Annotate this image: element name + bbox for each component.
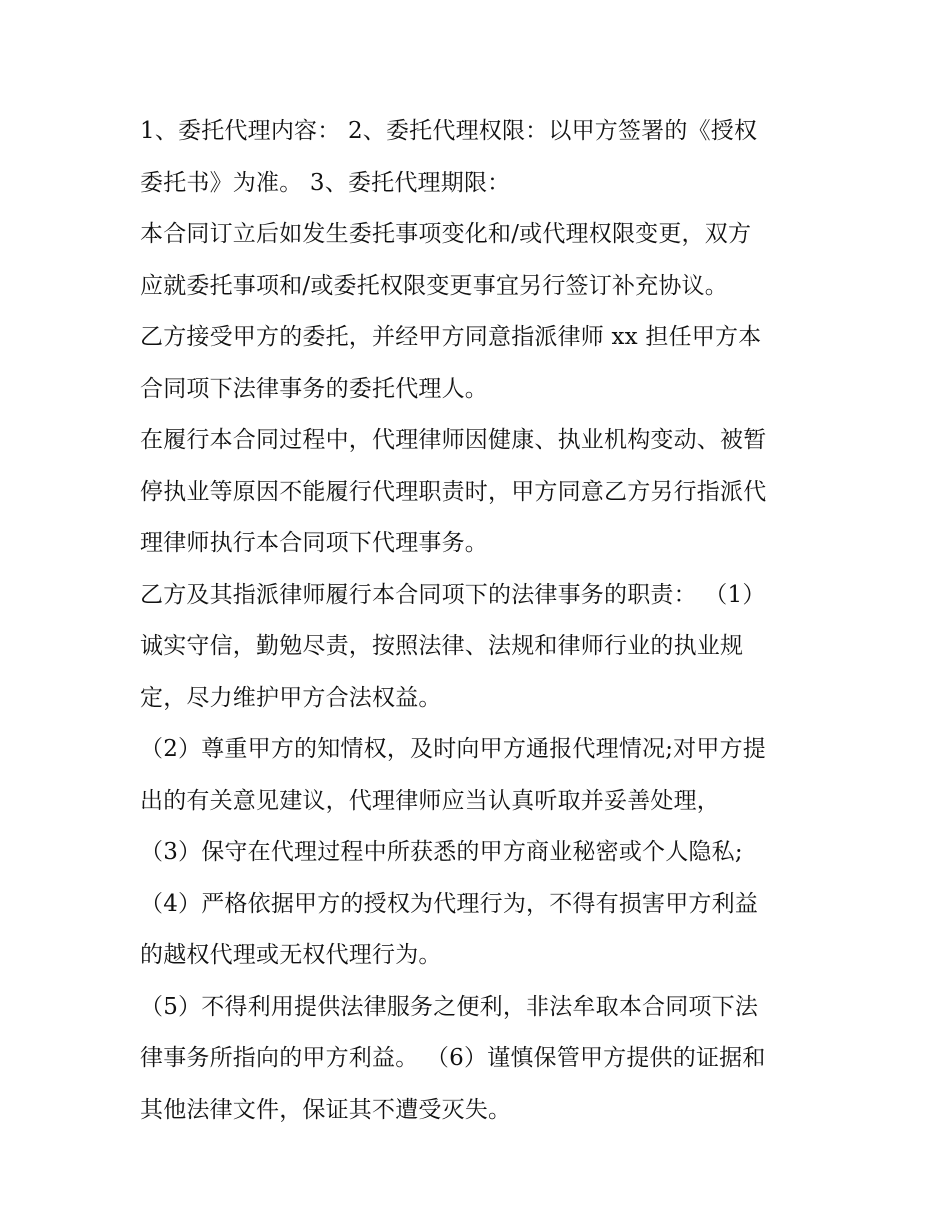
text-line-19: 律事务所指向的甲方利益。 （6）谨慎保管甲方提供的证据和 [140, 1045, 766, 1071]
text-line-4: 应就委托事项和/或委托权限变更事宜另行签订补充协议。 [140, 272, 728, 299]
text-line-1: 1、委托代理内容： 2、委托代理权限：以甲方签署的《授权 [140, 118, 758, 144]
text-line-7: 在履行本合同过程中，代理律师因健康、执业机构变动、被暂 [140, 427, 767, 453]
text-line-14: 出的有关意见建议，代理律师应当认真听取并妥善处理， [140, 787, 720, 814]
text-line-5: 乙方接受甲方的委托，并经甲方同意指派律师 xx 担任甲方本 [140, 324, 762, 350]
text-line-9: 理律师执行本合同项下代理事务。 [140, 530, 488, 556]
text-line-10: 乙方及其指派律师履行本合同项下的法律事务的职责： （1） [140, 581, 766, 608]
text-line-18: （5）不得利用提供法律服务之便利，非法牟取本合同项下法 [140, 993, 759, 1020]
text-line-8: 停执业等原因不能履行代理职责时，甲方同意乙方另行指派代 [140, 478, 767, 505]
text-line-6: 合同项下法律事务的委托代理人。 [140, 375, 488, 402]
text-line-12: 定，尽力维护甲方合法权益。 [140, 684, 442, 711]
text-line-17: 的越权代理或无权代理行为。 [140, 942, 442, 968]
text-line-3: 本合同订立后如发生委托事项变化和/或代理权限变更，双方 [140, 221, 752, 247]
text-line-11: 诚实守信，勤勉尽责，按照法律、法规和律师行业的执业规 [140, 633, 744, 659]
text-line-13: （2）尊重甲方的知情权，及时向甲方通报代理情况;对甲方提 [140, 736, 766, 762]
text-line-16: （4）严格依据甲方的授权为代理行为，不得有损害甲方利益 [140, 890, 759, 917]
text-line-20: 其他法律文件，保证其不遭受灭失。 [140, 1096, 512, 1123]
text-line-15: （3）保守在代理过程中所获悉的甲方商业秘密或个人隐私; [140, 839, 743, 865]
contract-text [140, 106, 830, 1136]
text-line-2: 委托书》为准。 3、委托代理期限： [140, 169, 511, 196]
